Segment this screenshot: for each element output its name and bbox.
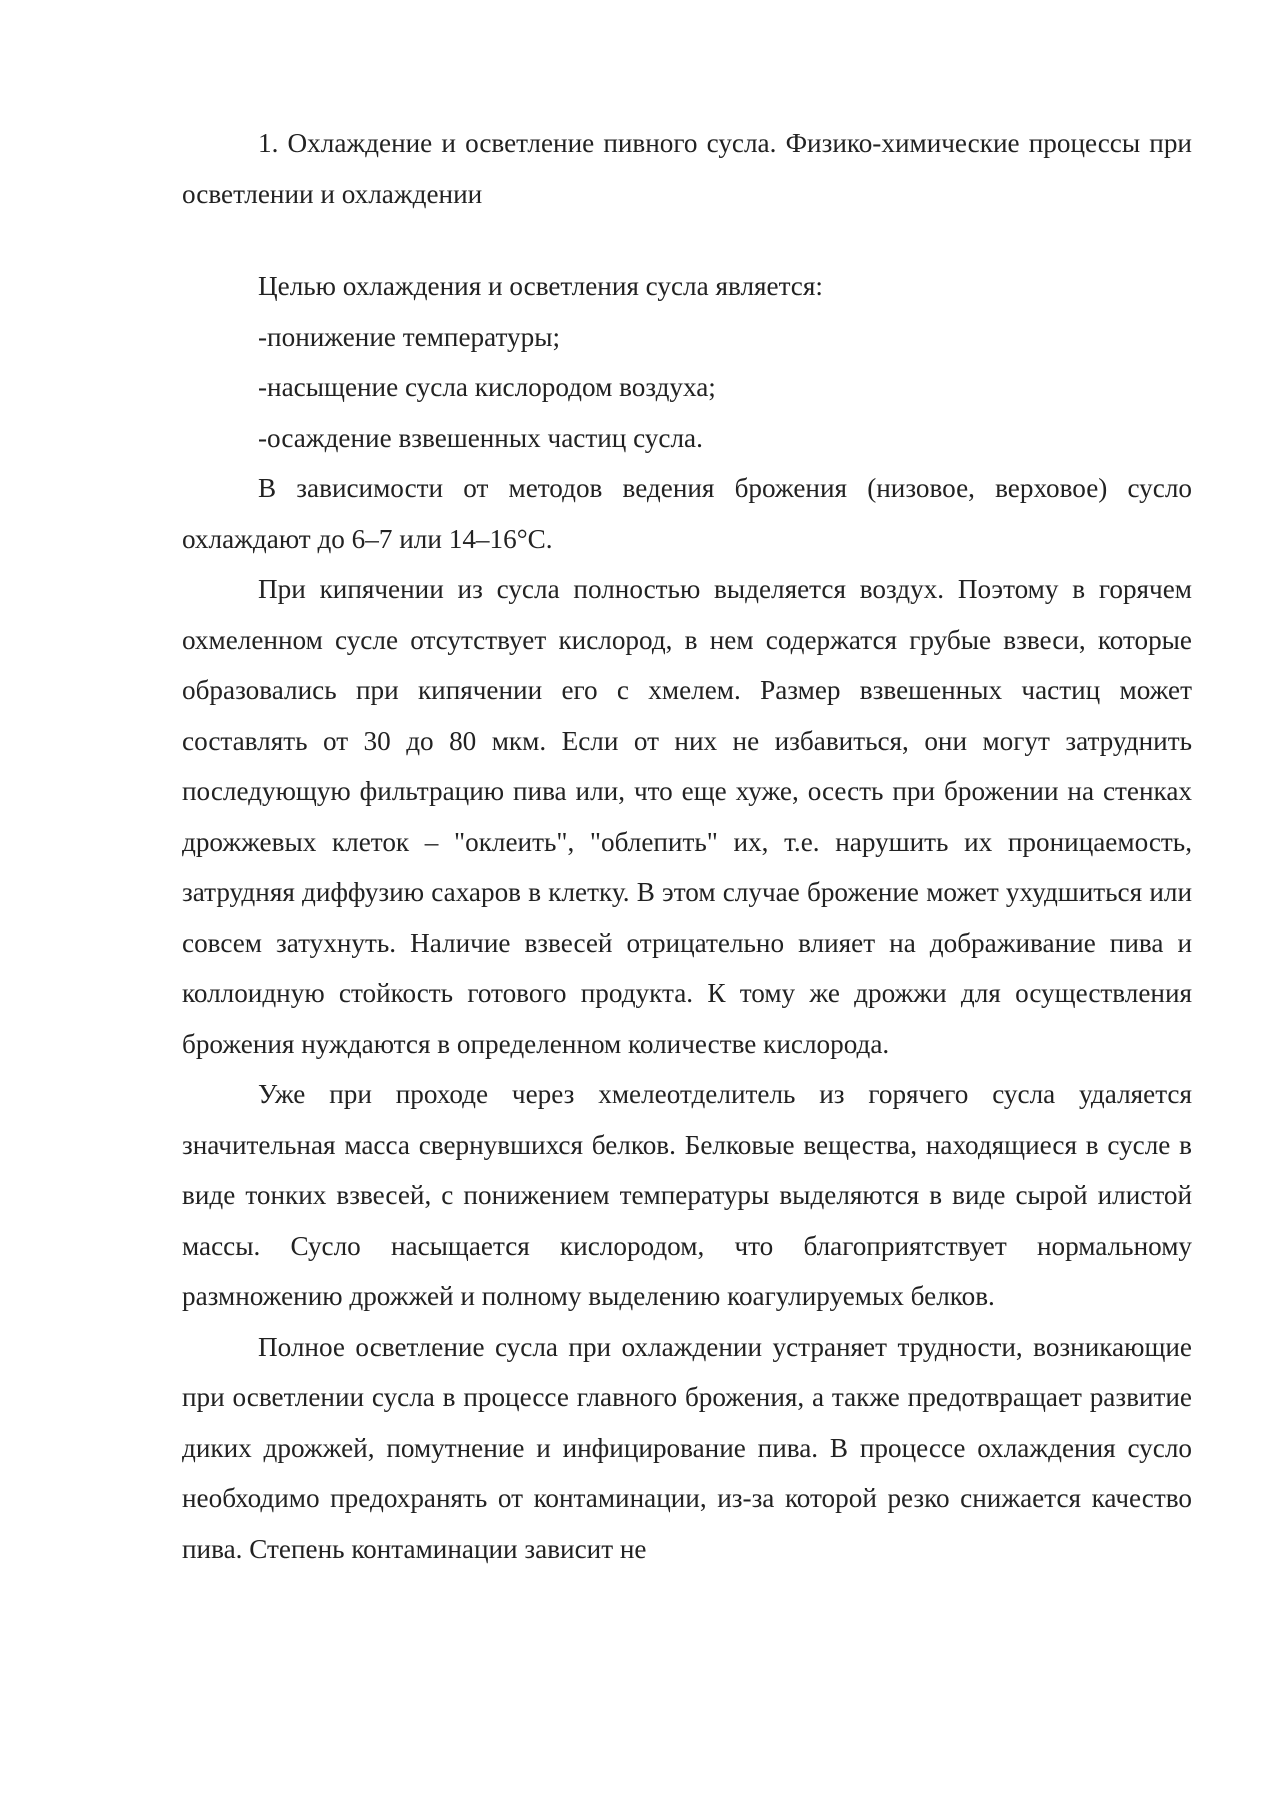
goal-item: -насыщение сусла кислородом воздуха; [258,372,716,402]
goal-item: -понижение температуры; [258,321,561,352]
paragraph-fermentation-temperature: В зависимости от методов ведения брожения (низовое, верховое) сусло охлаждают до 6–7 или 14–16°С. [182,473,1192,554]
paragraph-protein-removal: Уже при проходе через хмелеотделитель из горячего сусла удаляется значительная масса свернувшихся белков. Белковые вещества, находящиеся в сусле в виде тонких взвесей, с понижением температуры выделяются в виде сырой илистой массы. Сусло насыщается кислородом, что благоприятствует нормальному размножению дрожжей и полному выделению коагулируемых белков. [182,1079,1192,1311]
document-page [182,118,1192,1574]
section-heading: 1. Охлаждение и осветление пивного сусла. Физико-химические процессы при осветлении и охлаждении [182,128,1192,209]
goal-item: -осаждение взвешенных частиц сусла. [258,422,703,453]
paragraph-boiling-suspensions: При кипячении из сусла полностью выделяется воздух. Поэтому в горячем охмеленном сусле отсутствует кислород, в нем содержатся грубые взвеси, которые образовались при кипячении его с хмелем. Размер взвешенных частиц может составлять от 30 до 80 мкм. Если от них не избавиться, они могут затруднить последующую фильтрацию пива или, что еще хуже, осесть при брожении на стенках дрожжевых клеток – "оклеить", "облепить" их, т.е. нарушить их проницаемость, затрудняя диффузию сахаров в клетку. В этом случае брожение может ухудшиться или совсем затухнуть. Наличие взвесей отрицательно влияет на дображивание пива и коллоидную стойкость готового продукта. К тому же дрожжи для осуществления брожения нуждаются в определенном количестве кислорода. [182,574,1192,1059]
intro-line: Целью охлаждения и осветления сусла является: [258,271,823,301]
paragraph-full-clarification: Полное осветление сусла при охлаждении устраняет трудности, возникающие при осветлении сусла в процессе главного брожения, а также предотвращает развитие диких дрожжей, помутнение и инфицирование пива. В процессе охлаждения сусло необходимо предохранять от контаминации, из-за которой резко снижается качество пива. Степень контаминации зависит не [182,1331,1192,1564]
